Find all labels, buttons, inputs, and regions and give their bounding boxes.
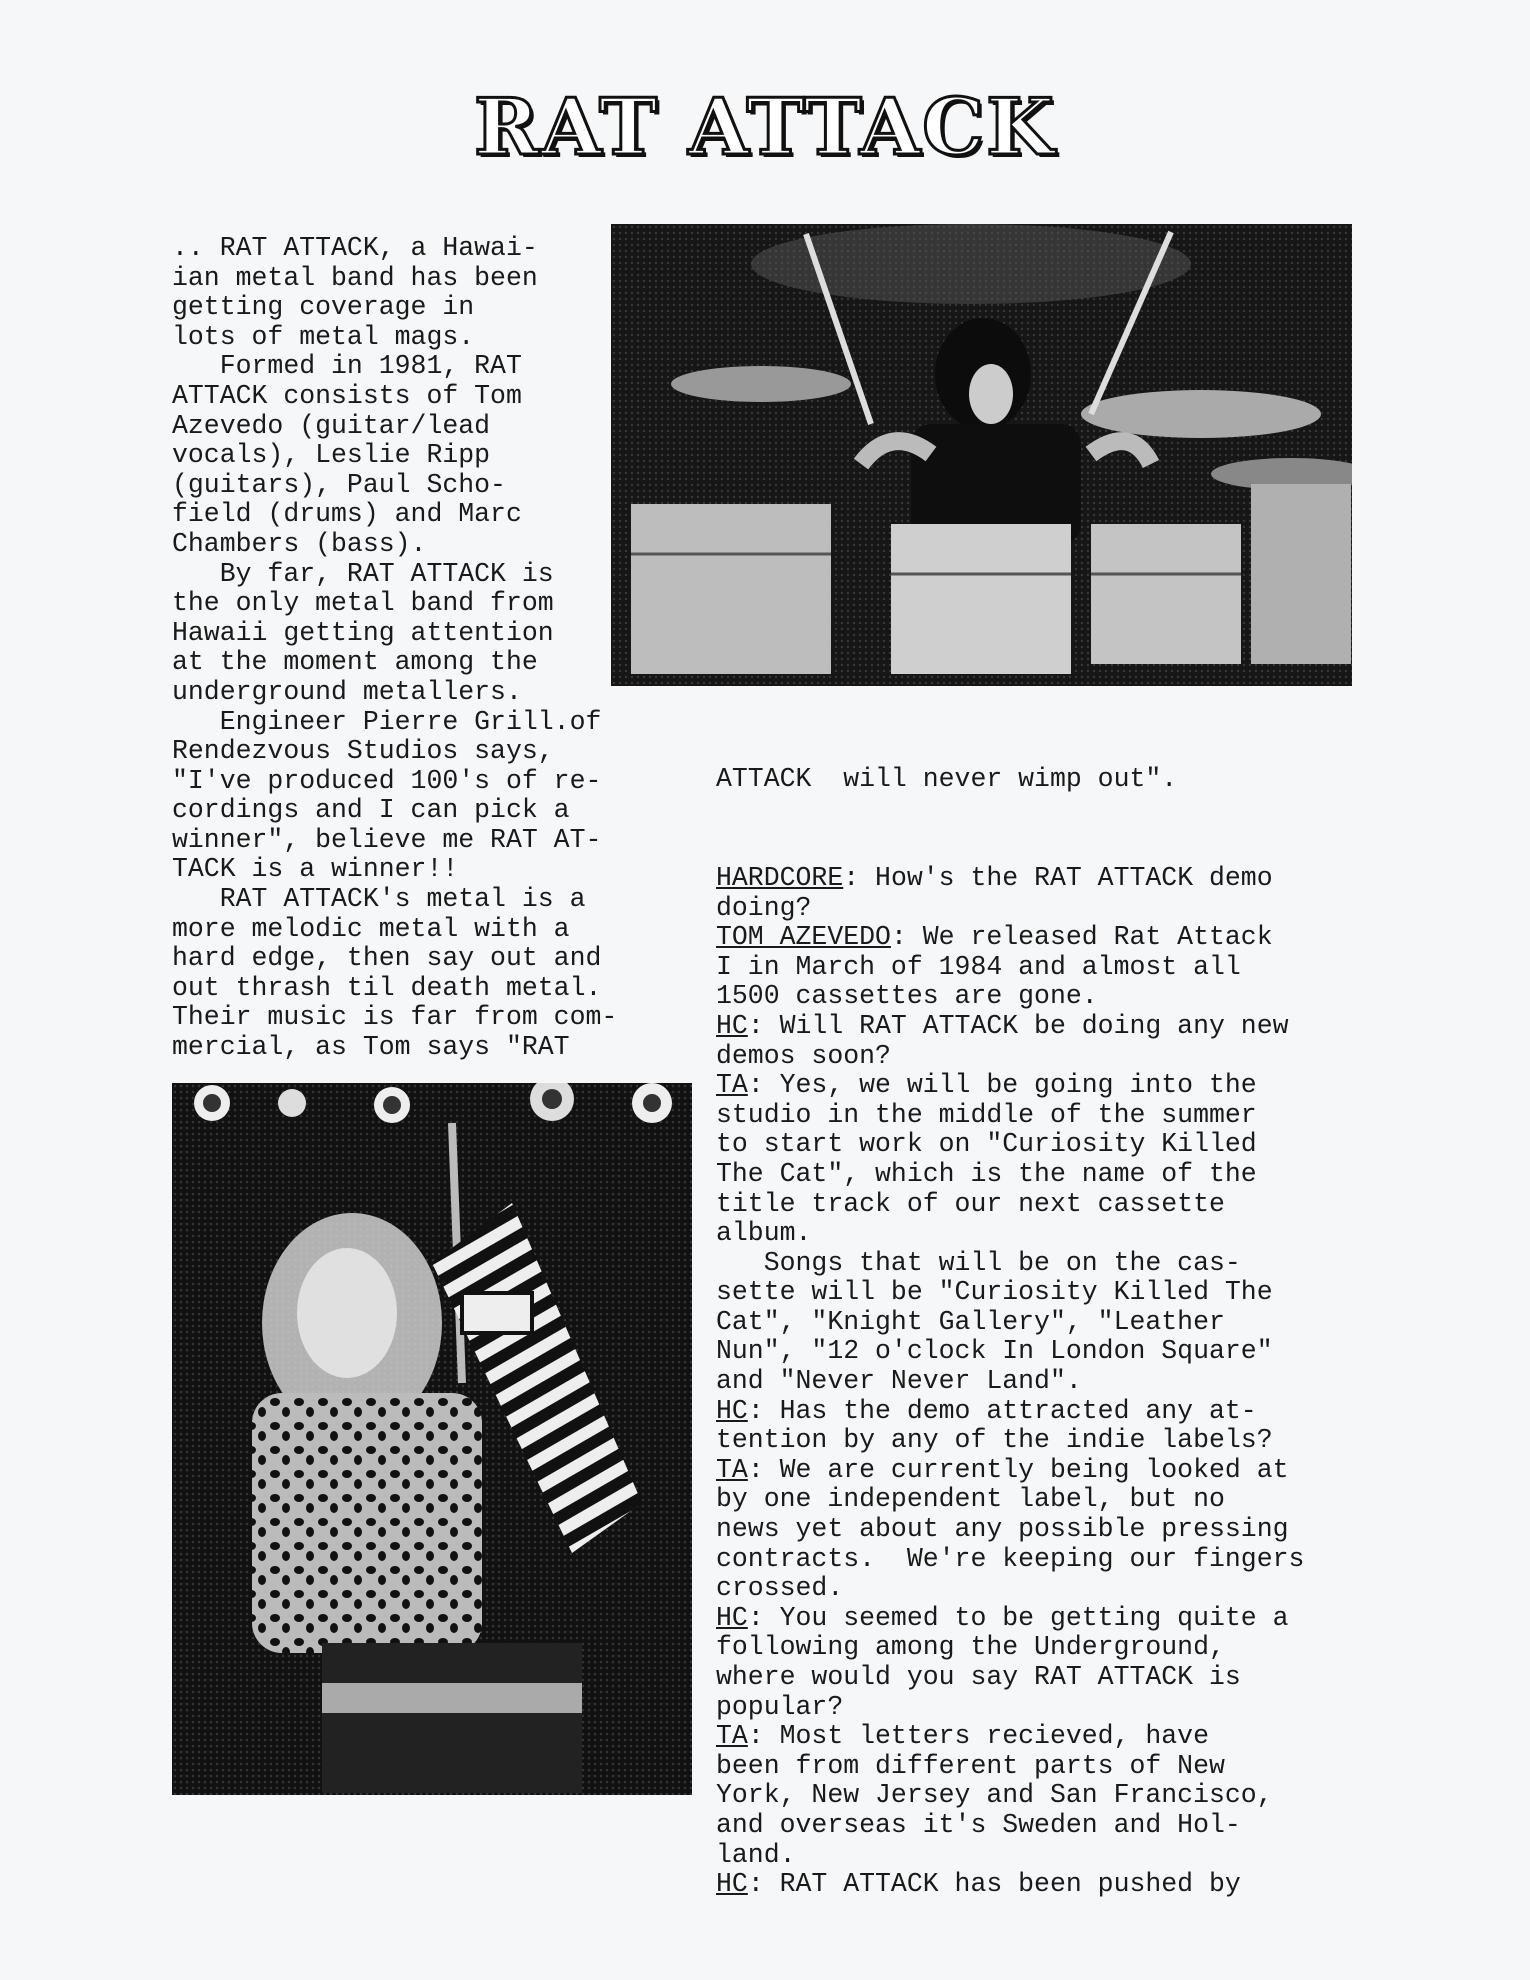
interview-line <box>716 1663 1304 1693</box>
left-column-line: mercial, as Tom says "RAT <box>172 1032 570 1063</box>
left-column-line: underground metallers. <box>172 676 522 707</box>
interview-exchange <box>716 1870 1304 1900</box>
interview-text: Songs that will be on the cas- <box>716 1247 1241 1278</box>
interview-line <box>716 1190 1304 1220</box>
interview-line <box>716 1456 1304 1486</box>
left-column-line: By far, RAT ATTACK is <box>172 558 554 589</box>
right-text-column <box>716 706 1304 1929</box>
left-column-line: TACK is a winner!! <box>172 854 459 885</box>
left-column-line: hard edge, then say out and <box>172 943 602 974</box>
interview-text: : Most letters recieved, have <box>747 1721 1209 1752</box>
interview-line <box>716 1722 1304 1752</box>
interview-text: 1500 cassettes are gone. <box>716 981 1098 1012</box>
left-text-column <box>172 234 617 1063</box>
interview-exchange <box>716 1604 1304 1722</box>
left-column-line: .. RAT ATTACK, a Hawai- <box>172 233 538 263</box>
speaker-label: HC <box>716 1869 748 1900</box>
interview-text: by one independent label, but no <box>716 1484 1225 1515</box>
interview-line <box>716 1367 1304 1397</box>
left-column-line: more melodic metal with a <box>172 913 570 944</box>
speaker-label: TOM AZEVEDO <box>716 922 891 953</box>
speaker-label: HC <box>716 1395 748 1426</box>
interview-text: doing? <box>716 892 812 923</box>
interview-text: been from different parts of New <box>716 1750 1225 1781</box>
left-column-line: Formed in 1981, RAT <box>172 351 522 382</box>
left-column-line: winner", believe me RAT AT- <box>172 824 602 855</box>
interview-line <box>716 1781 1304 1811</box>
speaker-label: TA <box>716 1454 748 1485</box>
interview-text: : We released Rat Attack <box>890 922 1273 953</box>
left-column-line: at the moment among the <box>172 647 538 678</box>
left-column-line: Chambers (bass). <box>172 528 427 559</box>
interview-text: Nun", "12 o'clock In London Square" <box>716 1336 1273 1367</box>
left-column-line: the only metal band from <box>172 588 554 619</box>
left-column-line: out thrash til death metal. <box>172 972 602 1003</box>
interview-line <box>716 1604 1304 1634</box>
left-column-line: lots of metal mags. <box>172 321 475 352</box>
interview-line <box>716 1545 1304 1575</box>
left-column-line: (guitars), Paul Scho- <box>172 469 506 500</box>
interview-line <box>716 1397 1304 1427</box>
left-column-line: RAT ATTACK's metal is a <box>172 884 586 915</box>
left-column-line: Their music is far from com- <box>172 1002 618 1033</box>
interview-line <box>716 1515 1304 1545</box>
interview-text: contracts. We're keeping our fingers <box>716 1543 1305 1574</box>
interview-line <box>716 1811 1304 1841</box>
interview-line <box>716 1633 1304 1663</box>
speaker-label: HC <box>716 1602 748 1633</box>
interview-exchange <box>716 864 1304 923</box>
interview-text: crossed. <box>716 1573 844 1604</box>
interview-exchange <box>716 1456 1304 1604</box>
interview-text: and "Never Never Land". <box>716 1366 1082 1397</box>
interview-exchange <box>716 1397 1304 1456</box>
left-column-line: Azevedo (guitar/lead <box>172 410 491 441</box>
left-column-line: "I've produced 100's of re- <box>172 765 602 796</box>
left-column-line: Hawaii getting attention <box>172 617 554 648</box>
left-column-line: Rendezvous Studios says, <box>172 736 554 767</box>
left-column-line: cordings and I can pick a <box>172 795 570 826</box>
masthead <box>0 82 1530 173</box>
interview-text: following among the Underground, <box>716 1632 1225 1663</box>
left-column-line: ATTACK consists of Tom <box>172 380 522 411</box>
interview-line <box>716 1101 1304 1131</box>
interview-text: : Has the demo attracted any at- <box>747 1395 1257 1426</box>
interview-exchange <box>716 1071 1304 1397</box>
interview-line <box>716 894 1304 924</box>
left-column-line: Engineer Pierre Grill.of <box>172 706 602 737</box>
interview-text: I in March of 1984 and almost all <box>716 951 1241 982</box>
speaker-label: TA <box>716 1070 748 1101</box>
interview-line <box>716 1426 1304 1456</box>
interview-text: : We are currently being looked at <box>747 1454 1289 1485</box>
page-title: RAT ATTACK <box>474 82 1056 173</box>
interview-line <box>716 1693 1304 1723</box>
interview-text: demos soon? <box>716 1040 891 1071</box>
interview-text: news yet about any possible pressing <box>716 1514 1289 1545</box>
guitarist-photo <box>172 1083 692 1795</box>
interview <box>716 864 1304 1900</box>
interview-line <box>716 1219 1304 1249</box>
interview-text: sette will be "Curiosity Killed The <box>716 1277 1273 1308</box>
interview-text: Cat", "Knight Gallery", "Leather <box>716 1306 1225 1337</box>
interview-line <box>716 864 1304 894</box>
interview-line <box>716 1130 1304 1160</box>
interview-text: popular? <box>716 1691 844 1722</box>
left-column-line: ian metal band has been <box>172 262 538 293</box>
interview-text: : How's the RAT ATTACK demo <box>843 862 1273 893</box>
interview-line <box>716 1249 1304 1279</box>
interview-text: album. <box>716 1218 812 1249</box>
interview-text: The Cat", which is the name of the <box>716 1158 1257 1189</box>
interview-line <box>716 1752 1304 1782</box>
interview-exchange <box>716 1012 1304 1071</box>
interview-text: York, New Jersey and San Francisco, <box>716 1780 1273 1811</box>
interview-text: studio in the middle of the summer <box>716 1099 1257 1130</box>
interview-text: and overseas it's Sweden and Hol- <box>716 1809 1241 1840</box>
interview-text: to start work on "Curiosity Killed <box>716 1129 1257 1160</box>
interview-line <box>716 1160 1304 1190</box>
interview-text: : Yes, we will be going into the <box>747 1070 1257 1101</box>
speaker-label: TA <box>716 1721 748 1752</box>
interview-line <box>716 1278 1304 1308</box>
interview-line <box>716 1485 1304 1515</box>
interview-exchange <box>716 1722 1304 1870</box>
left-column-line: field (drums) and Marc <box>172 499 522 530</box>
interview-line <box>716 1071 1304 1101</box>
interview-line <box>716 982 1304 1012</box>
interview-text: : Will RAT ATTACK be doing any new <box>747 1010 1289 1041</box>
interview-text: tention by any of the indie labels? <box>716 1425 1273 1456</box>
interview-line <box>716 1337 1304 1367</box>
interview-line <box>716 1870 1304 1900</box>
interview-line <box>716 1012 1304 1042</box>
drummer-photo <box>611 224 1352 686</box>
interview-line <box>716 1574 1304 1604</box>
interview-text: title track of our next cassette <box>716 1188 1225 1219</box>
left-column-line: getting coverage in <box>172 292 475 323</box>
interview-line <box>716 1042 1304 1072</box>
speaker-label: HC <box>716 1010 748 1041</box>
interview-exchange <box>716 923 1304 1012</box>
interview-line <box>716 953 1304 983</box>
interview-text: : You seemed to be getting quite a <box>747 1602 1289 1633</box>
left-column-line: vocals), Leslie Ripp <box>172 440 491 471</box>
interview-text: : RAT ATTACK has been pushed by <box>747 1869 1241 1900</box>
right-column-start: ATTACK will never wimp out". <box>716 764 1178 795</box>
interview-line <box>716 923 1304 953</box>
interview-text: land. <box>716 1839 796 1870</box>
speaker-label: HARDCORE <box>716 862 844 893</box>
interview-line <box>716 1841 1304 1871</box>
interview-text: where would you say RAT ATTACK is <box>716 1662 1241 1692</box>
interview-line <box>716 1308 1304 1338</box>
